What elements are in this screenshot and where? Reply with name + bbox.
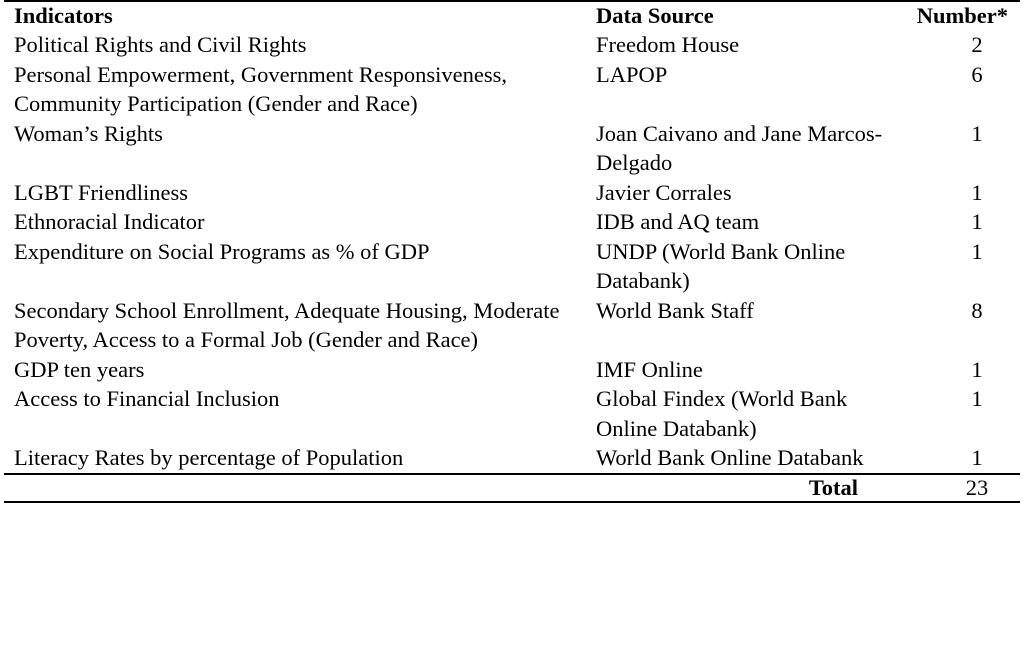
table-row: [4, 60, 1020, 119]
number-cell: 2: [971, 32, 983, 57]
number-cell: 1: [971, 445, 983, 470]
total-empty-cell: [4, 474, 590, 502]
number-cell: 1: [971, 386, 983, 411]
header-indicators: Indicators: [14, 3, 113, 28]
table-row: [4, 355, 1020, 385]
table-row: [4, 207, 1020, 237]
table-row: [4, 296, 1020, 355]
header-number: Number*: [916, 3, 1008, 28]
indicator-cell: Expenditure on Social Programs as % of GDP: [14, 238, 430, 264]
table-row: [4, 237, 1020, 296]
number-cell: 8: [971, 297, 983, 323]
source-cell: IMF Online: [596, 356, 703, 382]
number-cell: 1: [971, 209, 983, 234]
source-cell: LAPOP: [596, 61, 668, 87]
total-value: 23: [965, 474, 989, 500]
source-cell: Freedom House: [596, 32, 740, 57]
indicator-cell: Personal Empowerment, Government Responsiveness, Community Participation (Gender and Race): [14, 61, 508, 116]
source-cell: Joan Caivano and Jane Marcos-Delgado: [596, 120, 883, 175]
indicators-table: [4, 0, 1020, 503]
table-row: [4, 119, 1020, 178]
indicator-cell: LGBT Friendliness: [14, 179, 188, 205]
indicator-cell: Woman’s Rights: [14, 120, 163, 146]
number-cell: 1: [971, 120, 983, 146]
source-cell: World Bank Online Databank: [596, 445, 864, 470]
indicator-cell: Access to Financial Inclusion: [14, 386, 280, 411]
indicator-cell: Literacy Rates by percentage of Population: [14, 445, 404, 470]
number-cell: 6: [971, 61, 983, 87]
table-row: [4, 178, 1020, 208]
total-row: [4, 474, 1020, 502]
indicator-cell: Political Rights and Civil Rights: [14, 32, 307, 57]
table-header-row: [4, 1, 1020, 30]
source-cell: World Bank Staff: [596, 297, 754, 323]
source-cell: UNDP (World Bank Online Databank): [596, 238, 846, 293]
number-cell: 1: [971, 238, 983, 264]
source-cell: Javier Corrales: [596, 179, 732, 205]
source-cell: Global Findex (World Bank Online Databank): [596, 386, 848, 441]
indicator-cell: GDP ten years: [14, 356, 145, 382]
indicator-cell: Ethnoracial Indicator: [14, 209, 205, 234]
table-row: [4, 384, 1020, 443]
indicators-table-container: [4, 0, 1020, 503]
number-cell: 1: [971, 356, 983, 382]
table-row: [4, 443, 1020, 474]
table-row: [4, 30, 1020, 60]
indicator-cell: Secondary School Enrollment, Adequate Housing, Moderate Poverty, Access to a Formal Job (Gender and Race): [14, 297, 560, 352]
total-label: Total: [808, 474, 858, 500]
source-cell: IDB and AQ team: [596, 209, 760, 234]
header-data-source: Data Source: [596, 3, 714, 28]
number-cell: 1: [971, 179, 983, 205]
